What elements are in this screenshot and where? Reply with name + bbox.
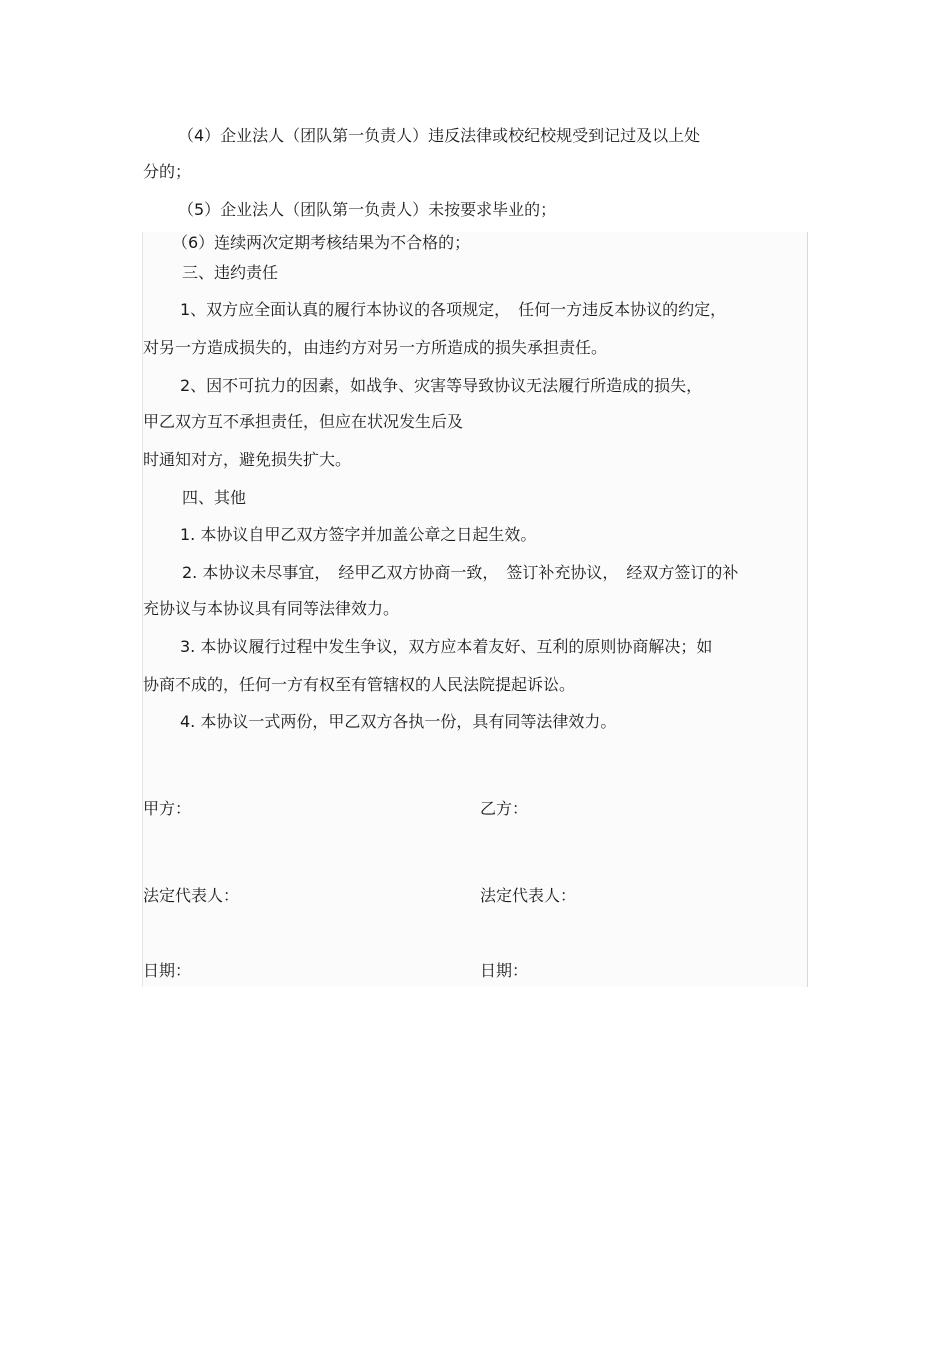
party-a-label: 甲方： [143, 799, 192, 818]
clause-5: （5）企业法人（团队第一负责人）未按要求毕业的； [178, 200, 557, 219]
legal-rep-b-label: 法定代表人： [480, 886, 577, 905]
other-3-line-1: 3. 本协议履行过程中发生争议，双方应本着友好、互利的原则协商解决；如 [180, 637, 713, 656]
party-b-label: 乙方： [480, 799, 529, 818]
breach-2-line-1: 2、因不可抗力的因素，如战争、灾害等导致协议无法履行所造成的损失， [180, 376, 703, 395]
other-3-line-2: 协商不成的，任何一方有权至有管辖权的人民法院提起诉讼。 [143, 675, 576, 694]
breach-1-line-1: 1、双方应全面认真的履行本协议的各项规定， 任何一方违反本协议的约定， [180, 300, 727, 319]
clause-4-line-2: 分的； [143, 162, 192, 181]
clause-4-line-1: （4）企业法人（团队第一负责人）违反法律或校纪校规受到记过及以上处 [178, 126, 701, 145]
legal-rep-a-label: 法定代表人： [143, 886, 240, 905]
other-2-line-2: 充协议与本协议具有同等法律效力。 [143, 599, 400, 618]
date-b-label: 日期： [480, 961, 529, 980]
breach-2-line-3: 时通知对方，避免损失扩大。 [143, 450, 352, 469]
other-2-line-1: 2. 本协议未尽事宜， 经甲乙双方协商一致， 签订补充协议， 经双方签订的补 [182, 563, 739, 582]
other-1: 1. 本协议自甲乙双方签字并加盖公章之日起生效。 [180, 525, 537, 544]
section-heading-breach: 三、违约责任 [182, 263, 279, 282]
other-4: 4. 本协议一式两份，甲乙双方各执一份，具有同等法律效力。 [180, 712, 617, 731]
date-a-label: 日期： [143, 961, 192, 980]
section-heading-other: 四、其他 [182, 488, 247, 507]
clause-6: （6）连续两次定期考核结果为不合格的； [172, 233, 471, 252]
breach-1-line-2: 对另一方造成损失的，由违约方对另一方所造成的损失承担责任。 [143, 338, 608, 357]
breach-2-line-2: 甲乙双方互不承担责任，但应在状况发生后及 [143, 412, 464, 431]
